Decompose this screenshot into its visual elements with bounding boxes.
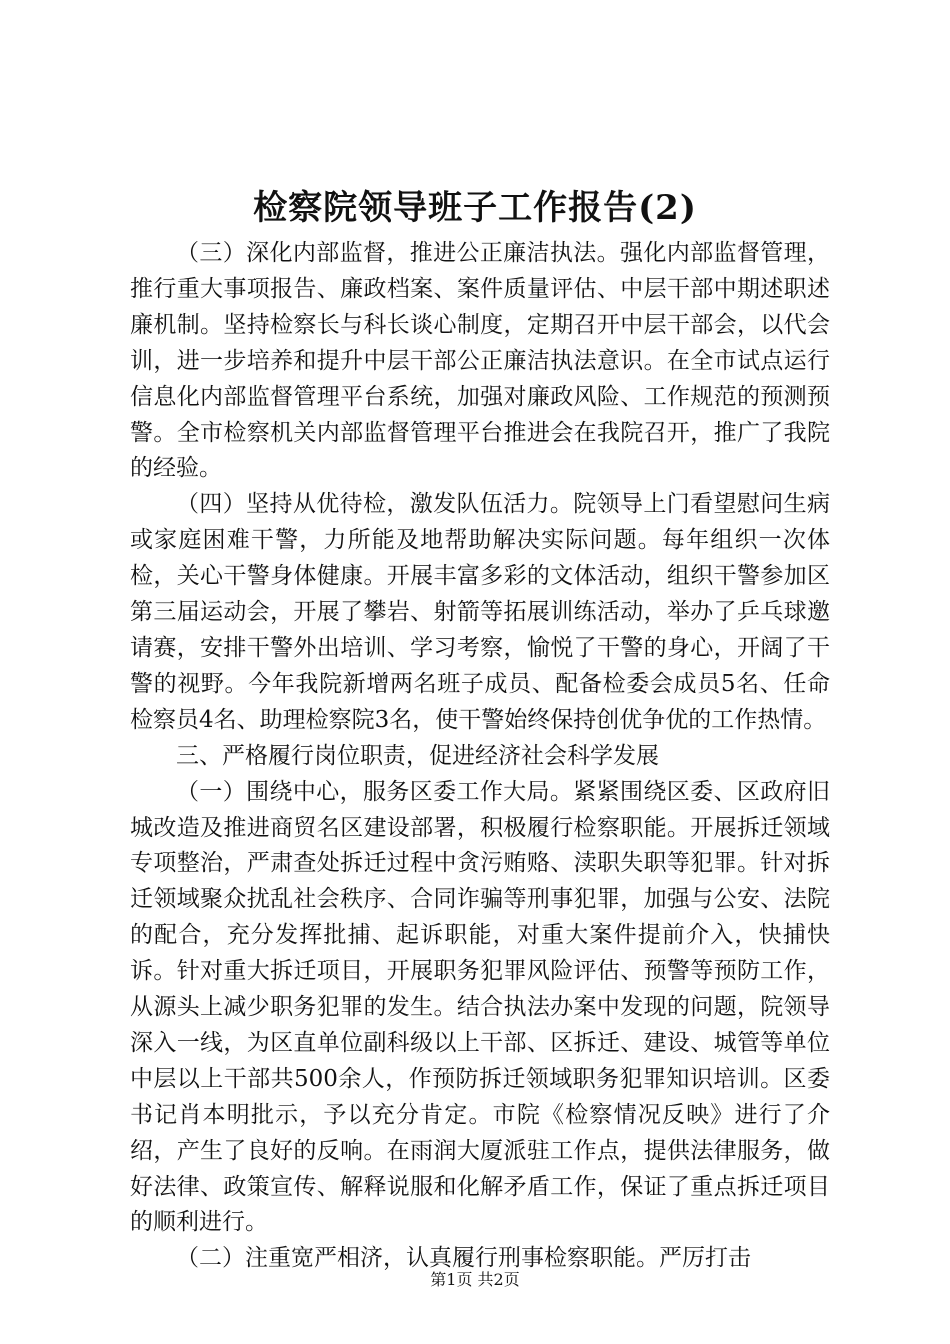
document-title: 检察院领导班子工作报告(2)	[253, 188, 697, 228]
document-body	[130, 236, 830, 1277]
section-heading-duties: 三、严格履行岗位职责，促进经济社会科学发展	[176, 742, 659, 769]
page-footer: 第1页 共2页	[430, 1270, 520, 1289]
paragraph-team-vitality: （四）坚持从优待检，激发队伍活力。院领导上门看望慰问生病或家庭困难干警，力所能及地帮助解决实际问题。每年组织一次体检，关心干警身体健康。开展丰富多彩的文体活动，组织干警参加区第三届运动会，开展了攀岩、射箭等拓展训练活动，举办了乒乓球邀请赛，安排干警外出培训、学习考察，愉悦了干警的身心，开阔了干警的视野。今年我院新增两名班子成员、配备检委会成员5名、任命检察员4名、助理检察院3名，使干警始终保持创优争优的工作热情。	[130, 491, 830, 733]
paragraph-serve-district: （一）围绕中心，服务区委工作大局。紧紧围绕区委、区政府旧城改造及推进商贸名区建设部署，积极履行检察职能。开展拆迁领域专项整治，严肃查处拆迁过程中贪污贿赂、渎职失职等犯罪。针对拆迁领域聚众扰乱社会秩序、合同诈骗等刑事犯罪，加强与公安、法院的配合，充分发挥批捕、起诉职能，对重大案件提前介入，快捕快诉。针对重大拆迁项目，开展职务犯罪风险评估、预警等预防工作，从源头上减少职务犯罪的发生。结合执法办案中发现的问题，院领导深入一线，为区直单位副科级以上干部、区拆迁、建设、城管等单位中层以上干部共500余人，作预防拆迁领域职务犯罪知识培训。区委书记肖本明批示，予以充分肯定。市院《检察情况反映》进行了介绍，产生了良好的反响。在雨润大厦派驻工作点，提供法律服务，做好法律、政策宣传、解释说服和化解矛盾工作，保证了重点拆迁项目的顺利进行。	[130, 778, 830, 1236]
paragraph-criminal-prosecution: （二）注重宽严相济，认真履行刑事检察职能。严厉打击	[176, 1245, 751, 1272]
paragraph-internal-supervision: （三）深化内部监督，推进公正廉洁执法。强化内部监督管理，推行重大事项报告、廉政档案、案件质量评估、中层干部中期述职述廉机制。坚持检察长与科长谈心制度，定期召开中层干部会，以代会训，进一步培养和提升中层干部公正廉洁执法意识。在全市试点运行信息化内部监督管理平台系统，加强对廉政风险、工作规范的预测预警。全市检察机关内部监督管理平台推进会在我院召开，推广了我院的经验。	[130, 240, 830, 482]
